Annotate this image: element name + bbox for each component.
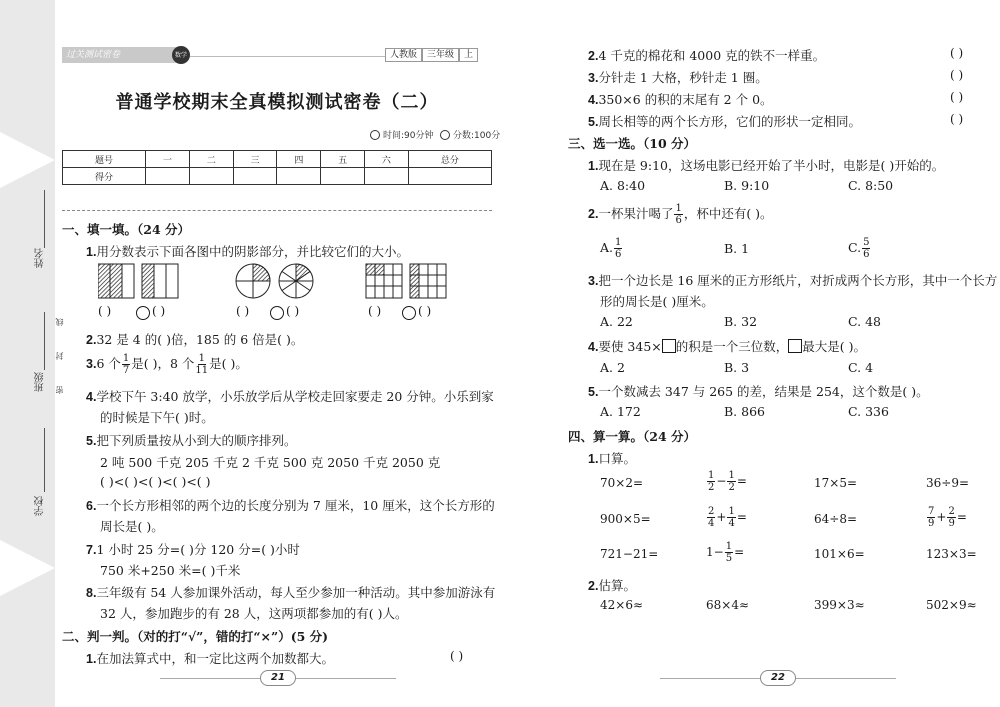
score-input[interactable] [146, 168, 190, 185]
compare-circle[interactable] [270, 306, 284, 320]
answer-paren[interactable]: ( ) [152, 304, 166, 318]
oral-calc[interactable]: $\frac{1}{2}$ − $\frac{1}{2}$ = [708, 470, 747, 493]
option-a[interactable]: A. 22 [600, 314, 633, 329]
grid-figure-b [410, 264, 446, 298]
circle-figure-b [279, 264, 313, 298]
estimate-calc[interactable]: 399×3≈ [814, 598, 865, 612]
judge-5: 5.周长相等的两个长方形，它们的形状一定相同。 [588, 114, 861, 129]
table-row [63, 151, 492, 168]
question-1: 1.用分数表示下面各图中的阴影部分，并比较它们的大小。 [86, 244, 409, 259]
score-table [62, 150, 492, 185]
header-rule [190, 56, 385, 57]
answer-paren[interactable]: ( ) [950, 46, 964, 60]
table-row [63, 168, 492, 185]
oral-calc[interactable]: 70×2= [600, 476, 644, 490]
fraction-figures [98, 262, 448, 302]
rect-figure-a [98, 264, 134, 298]
section-2-title: 二、判一判。（对的打“√”，错的打“×”）(5 分) [62, 629, 329, 644]
oral-calc[interactable]: 64÷8= [814, 512, 858, 526]
oral-calc[interactable]: $\frac{7}{9}$ + $\frac{2}{9}$ = [928, 506, 967, 529]
table-cell: 五 [321, 151, 365, 168]
table-cell: 总分 [408, 151, 491, 168]
answer-paren[interactable]: ( ) [98, 304, 112, 318]
question-6: 6.一个长方形相邻的两个边的长度分别为 7 厘米，10 厘米，这个长方形的 [86, 498, 495, 513]
school-line [44, 428, 45, 492]
question-8-cont: 32 人，参加跑步的有 28 人，这两项都参加的有( )人。 [100, 606, 408, 621]
compare-circle[interactable] [402, 306, 416, 320]
option-b[interactable]: B. 1 [724, 241, 750, 256]
name-label: 姓名 [35, 248, 46, 268]
question-8: 8.三年级有 54 人参加课外活动，每人至少参加一种活动。其中参加游泳有 [86, 585, 496, 600]
option-b[interactable]: B. 9:10 [724, 178, 770, 193]
school-label: 学校 [35, 496, 46, 516]
option-c[interactable]: C. 336 [848, 404, 889, 419]
calc-1-title: 1.口算。 [588, 451, 636, 466]
question-2: 2.32 是 4 的( )倍，185 的 6 倍是( )。 [86, 332, 304, 347]
option-a[interactable]: A. 172 [600, 404, 641, 419]
option-a[interactable]: A. $\frac{1}{6}$ [600, 237, 622, 260]
question-4: 4.学校下午 3:40 放学，小乐放学后从学校走回家要走 20 分钟。小乐到家 [86, 389, 494, 404]
binding-margin [0, 0, 55, 707]
answer-paren[interactable]: ( ) [950, 68, 964, 82]
score-input[interactable] [277, 168, 321, 185]
page-rule [660, 678, 760, 679]
seal-word: 密 [55, 386, 64, 394]
page-title: 普通学校期末全真模拟测试密卷（二） [115, 92, 439, 113]
oral-calc[interactable]: 900×5= [600, 512, 651, 526]
page-rule [796, 678, 896, 679]
question-7-cont: 750 米+250 米=( )千米 [100, 563, 241, 578]
oral-calc[interactable]: 17×5= [814, 476, 858, 490]
option-c[interactable]: C. 4 [848, 360, 874, 375]
option-c[interactable]: C. 8:50 [848, 178, 894, 193]
option-c[interactable]: C. $\frac{5}{6}$ [848, 237, 870, 260]
term: 上 [459, 48, 478, 62]
grid-figure-a [366, 264, 402, 298]
option-b[interactable]: B. 3 [724, 360, 750, 375]
oral-calc[interactable]: 36÷9= [926, 476, 970, 490]
estimate-calc[interactable]: 42×6≈ [600, 598, 644, 612]
table-cell: 四 [277, 151, 321, 168]
table-cell: 一 [146, 151, 190, 168]
judge-3: 3.分针走 1 大格，秒针走 1 圈。 [588, 70, 768, 85]
edition: 人教版 [385, 48, 422, 62]
score-input[interactable] [189, 168, 233, 185]
blank-box[interactable] [788, 339, 802, 353]
answer-paren[interactable]: ( ) [950, 112, 964, 126]
table-cell: 题号 [63, 151, 146, 168]
page-rule [296, 678, 396, 679]
option-b[interactable]: B. 32 [724, 314, 758, 329]
score-input[interactable] [408, 168, 491, 185]
seal-word: 线 [55, 318, 64, 326]
subject-badge: 数学 [172, 46, 190, 64]
section-4-title: 四、算一算。（24 分） [568, 429, 696, 444]
series-banner: 过关测试密卷 [62, 47, 190, 63]
choice-4: 4.要使 345× 的积是一个三位数， 最大是( )。 [588, 339, 866, 354]
section-3-title: 三、选一选。（10 分） [568, 136, 696, 151]
question-3: 3.6 个 $\frac{1}{7}$ 是( )，8 个 $\frac{1}{11}$ 是( )。 [86, 353, 248, 376]
option-b[interactable]: B. 866 [724, 404, 765, 419]
calc-2-title: 2.估算。 [588, 578, 636, 593]
choice-2: 2.一杯果汁喝了 $\frac{1}{6}$ ，杯中还有( )。 [588, 203, 773, 226]
name-line [44, 190, 45, 248]
estimate-calc[interactable]: 68×4≈ [706, 598, 750, 612]
seal-word: 封 [55, 352, 64, 360]
question-7: 7.1 小时 25 分=( )分 120 分=( )小时 [86, 542, 300, 557]
score-input[interactable] [321, 168, 365, 185]
blank-box[interactable] [662, 339, 676, 353]
score-input[interactable] [365, 168, 409, 185]
oral-calc[interactable]: 1− $\frac{1}{5}$ = [706, 541, 745, 564]
answer-paren[interactable]: ( ) [368, 304, 382, 318]
oral-calc[interactable]: 123×3= [926, 547, 977, 561]
table-cell: 三 [233, 151, 277, 168]
answer-paren[interactable]: ( ) [236, 304, 250, 318]
choice-3-cont: 形的周长是( )厘米。 [600, 294, 714, 309]
oral-calc[interactable]: 721−21= [600, 547, 659, 561]
score-info: 分数:100分 [440, 128, 500, 141]
time-info: 时间:90分钟 [370, 128, 434, 141]
question-6-cont: 周长是( )。 [100, 519, 164, 534]
table-cell: 得分 [63, 168, 146, 185]
table-cell: 二 [189, 151, 233, 168]
clock-icon [370, 130, 380, 140]
rect-figure-b [142, 264, 178, 298]
table-cell: 六 [365, 151, 409, 168]
circle-figure-a [236, 264, 270, 298]
judge-1: 1.在加法算式中，和一定比这两个加数都大。 [86, 651, 334, 666]
compare-circle[interactable] [136, 306, 150, 320]
choice-1: 1.现在是 9:10，这场电影已经开始了半小时，电影是( )开始的。 [588, 158, 945, 173]
class-line [44, 312, 45, 370]
option-c[interactable]: C. 48 [848, 314, 881, 329]
answer-paren[interactable]: ( ) [286, 304, 300, 318]
answer-paren[interactable]: ( ) [450, 649, 464, 663]
divider [62, 210, 492, 211]
question-5: 5.把下列质量按从小到大的顺序排列。 [86, 433, 297, 448]
score-icon [440, 130, 450, 140]
option-a[interactable]: A. 8:40 [600, 178, 646, 193]
estimate-calc[interactable]: 502×9≈ [926, 598, 977, 612]
answer-paren[interactable]: ( ) [950, 90, 964, 104]
question-5-order[interactable]: ( )<( )<( )<( )<( ) [100, 474, 211, 489]
oral-calc[interactable]: 101×6= [814, 547, 865, 561]
page-number-right: 22 [760, 670, 796, 686]
question-5-items: 2 吨 500 千克 205 千克 2 千克 500 克 2050 千克 2050 克 [100, 455, 441, 470]
answer-paren[interactable]: ( ) [418, 304, 432, 318]
section-1-title: 一、填一填。（24 分） [62, 222, 190, 237]
judge-4: 4.350×6 的积的末尾有 2 个 0。 [588, 92, 773, 107]
margin-notch [0, 540, 55, 596]
grade: 三年级 [422, 48, 459, 62]
choice-3: 3.把一个边长是 16 厘米的正方形纸片，对折成两个长方形，其中一个长方 [588, 273, 998, 288]
page-rule [160, 678, 260, 679]
class-label: 班级 [35, 372, 46, 392]
oral-calc[interactable]: $\frac{2}{4}$ + $\frac{1}{4}$ = [708, 506, 747, 529]
score-input[interactable] [233, 168, 277, 185]
question-4-cont: 的时候是下午( )时。 [100, 410, 214, 425]
margin-notch [0, 132, 55, 188]
choice-5: 5.一个数减去 347 与 265 的差，结果是 254，这个数是( )。 [588, 384, 929, 399]
option-a[interactable]: A. 2 [600, 360, 625, 375]
edition-tag [385, 48, 490, 62]
judge-2: 2.4 千克的棉花和 4000 克的铁不一样重。 [588, 48, 826, 63]
page-number-left: 21 [260, 670, 296, 686]
